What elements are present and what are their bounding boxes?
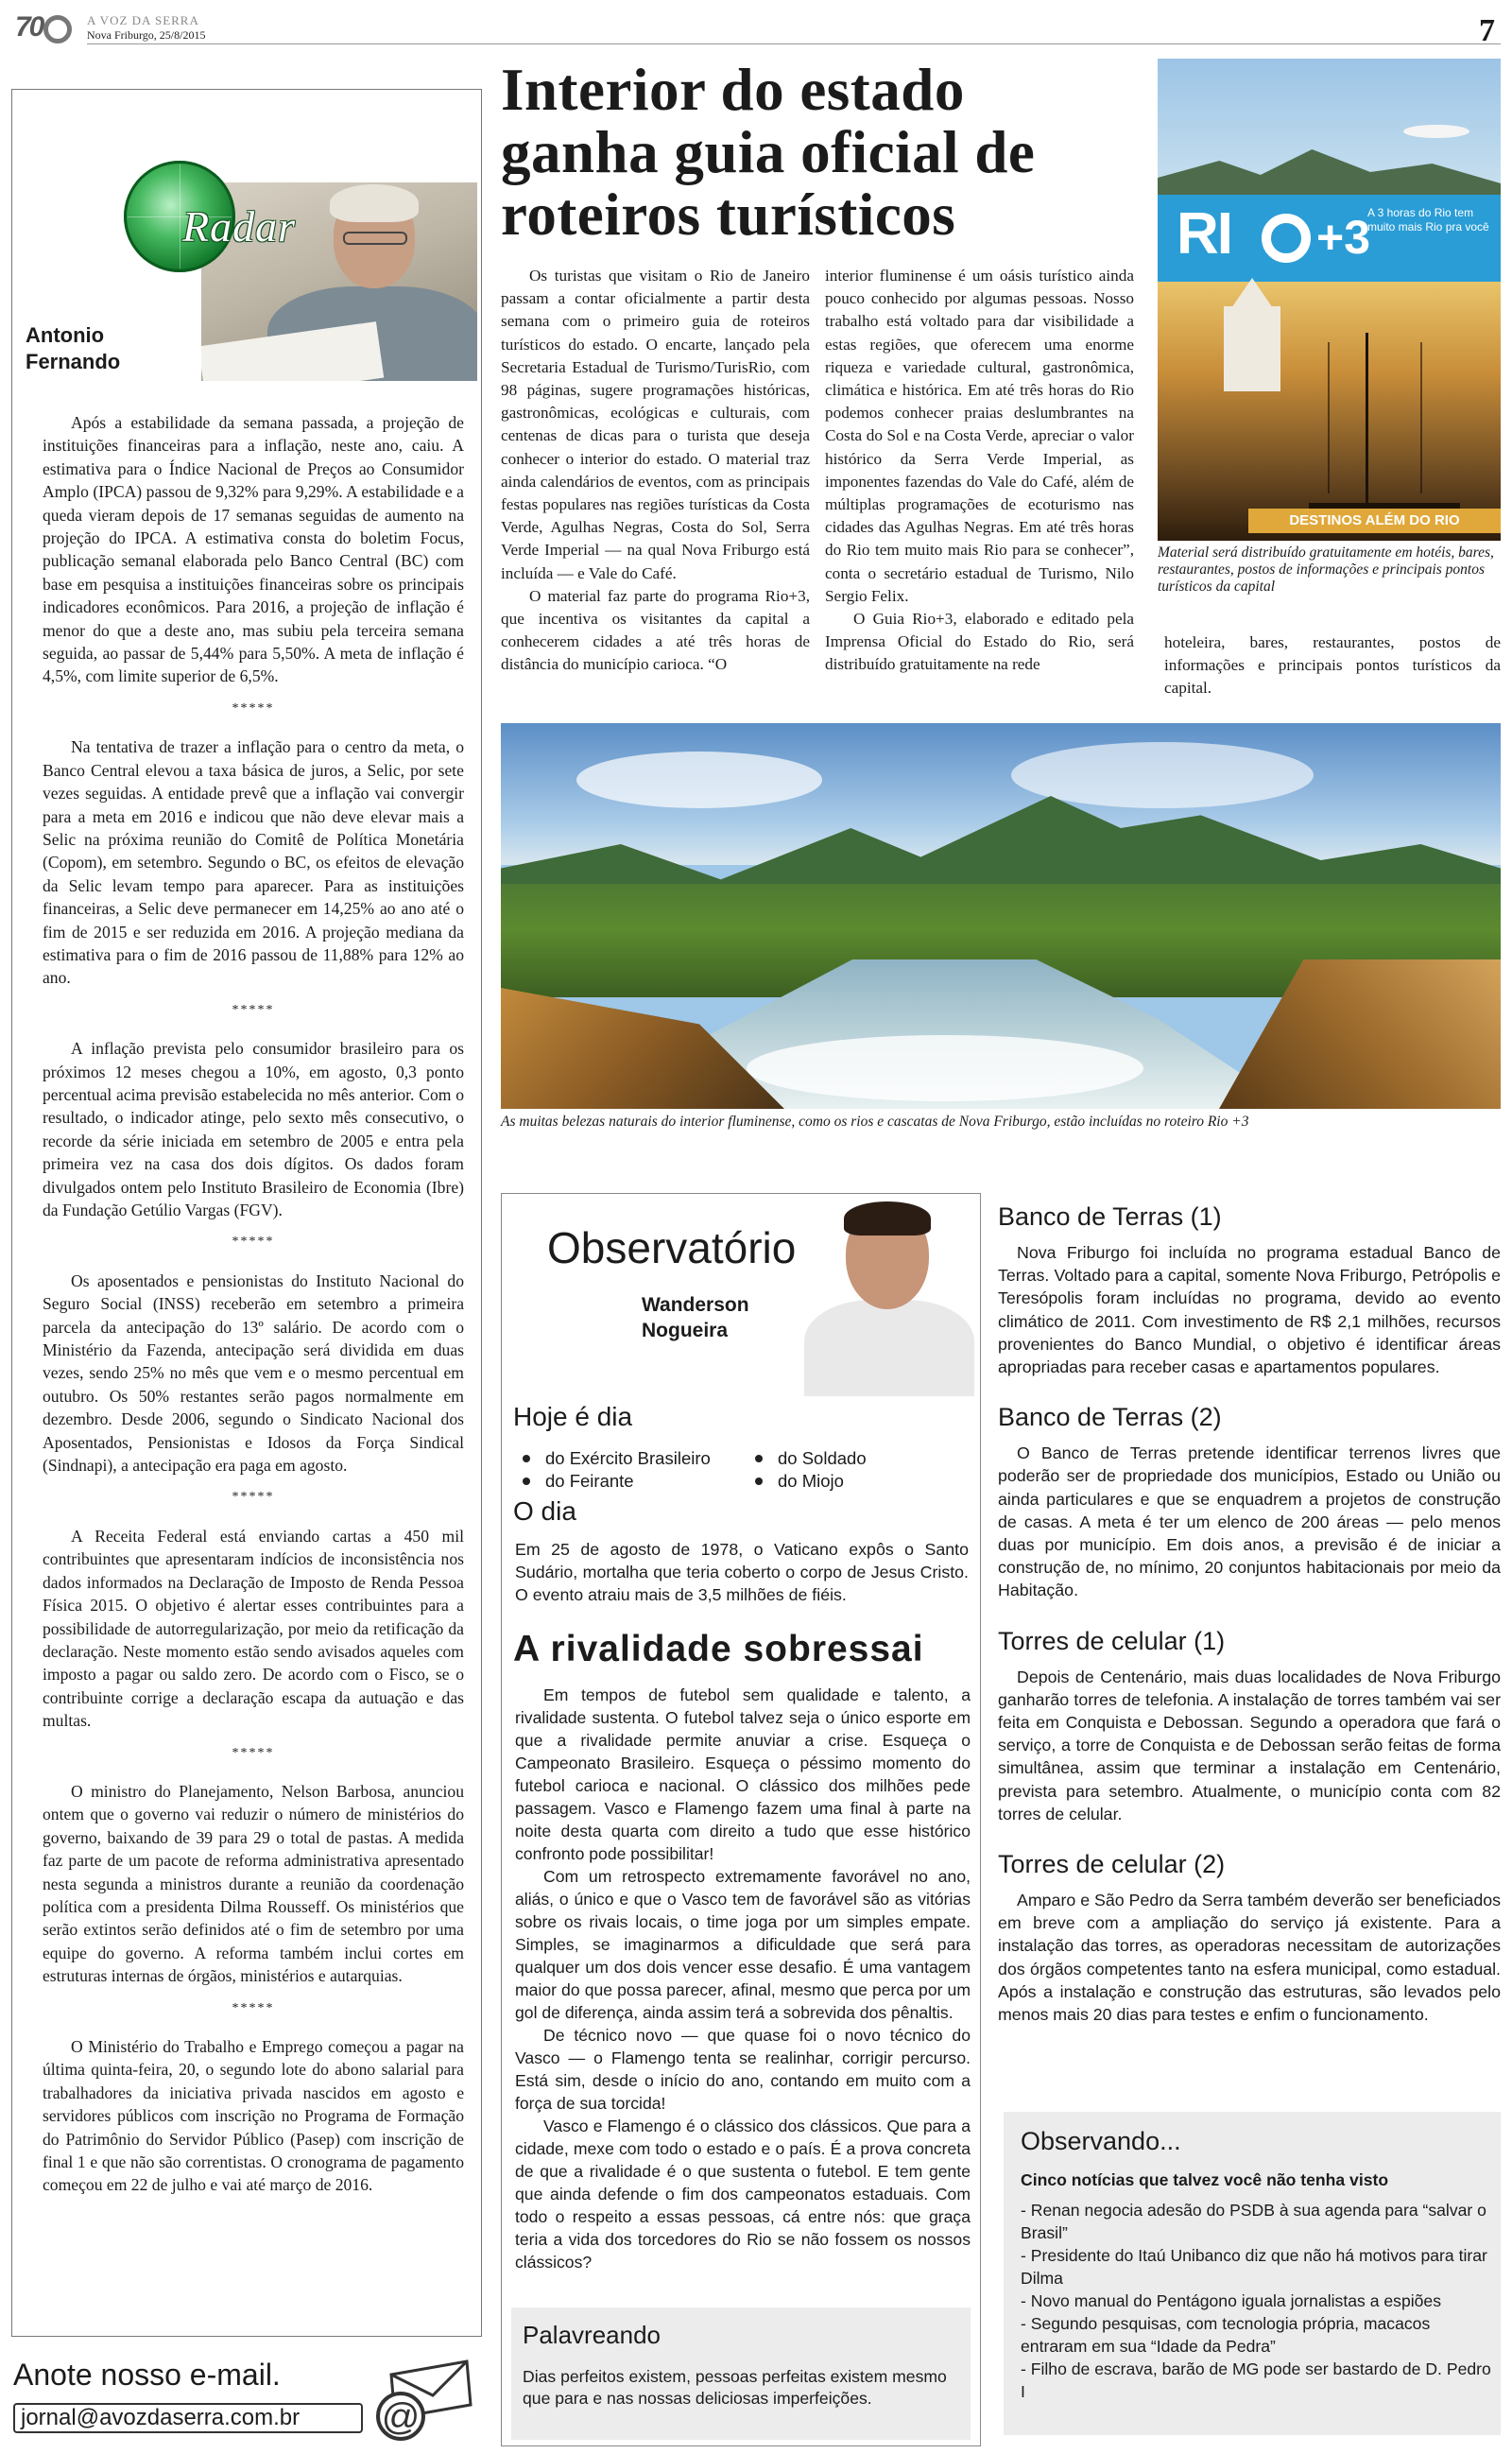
- observando-item: - Presidente do Itaú Unibanco diz que não há motivos para tirar Dilma: [1021, 2246, 1487, 2288]
- o-dia-title: O dia: [513, 1496, 576, 1526]
- cover-caption: Material será distribuído gratuitamente em hotéis, bares, restaurantes, postos de informações e principais pontos turísticos da capital: [1158, 544, 1494, 595]
- note-block: [998, 1627, 1501, 1825]
- email-address-link[interactable]: jornal@avozdaserra.com.br: [13, 2403, 363, 2433]
- guide-logo-circle-icon: [1262, 214, 1311, 263]
- list-item: do Exército Brasileiro: [517, 1447, 734, 1470]
- radar-paragraph: O ministro do Planejamento, Nelson Barbosa, anunciou ontem que o governo vai reduzir o número de ministérios do governo, baixando de 39 para 29 o total de pastas. A medida faz parte de um pacote de reforma administrativa apresentado nesta segunda a ministros durante a reunião da coordenação política com a presidenta Dilma Rousseff. Os ministérios que serão extintos serão definidos até o fim de setembro por uma equipe do governo. A reforma também inclui cortes em estruturas internas de órgãos, ministérios e autarquias.: [43, 1781, 464, 1986]
- list-item: do Soldado: [749, 1447, 967, 1470]
- observando-box: [1004, 2112, 1501, 2435]
- radar-paragraph: A Receita Federal está enviando cartas a 450 mil contribuintes que apresentaram indícios de inconsistência nos dados informados na Declaração de Imposto de Renda Pessoa Física 2015. O objetivo é alertar esses contribuintes para a possibilidade de autorregularização, por meio da retificação da declaração. Neste momento estão sendo avisados aqueles com imposto a pagar ou saldo zero. De acordo com o Fisco, se o contribuinte corrige a declaração escapa da autuação e das multas.: [43, 1526, 464, 1731]
- note-text: O Banco de Terras pretende identificar terrenos livres que poderão ser de propriedade dos municípios, Estado ou União ou ainda particulares e que se enquadrem a projetos de construção de casas. A meta é ter um elenco de 200 áreas — pelo menos duas por município. Em dois anos, a previsão é de iniciar a construção de, no mínimo, 20 conjuntos habitacionais por meio da Habitação.: [998, 1443, 1501, 1600]
- edition-date: Nova Friburgo, 25/8/2015: [87, 28, 206, 42]
- separator: *****: [232, 1745, 275, 1760]
- palavreando-title: Palavreando: [523, 2321, 661, 2349]
- radar-paragraph: O Ministério do Trabalho e Emprego começou a pagar na última quinta-feira, 20, o segundo lote do abono salarial para trabalhadores da iniciativa privada nascidos em agosto e servidores públicos com inscrição no Programa de Formação do Patrimônio do Servidor Público (Pasep) com inscrição de final 1 e que não são correntistas. O cronograma de pagamento começou em 22 de julho e vai até março de 2016.: [43, 2037, 464, 2195]
- radar-paragraph: A inflação prevista pelo consumidor brasileiro para os próximos 12 meses chegou a 10%, em agosto, 0,3 ponto percentual acima previsão estabelecida no mês anterior. Com o resultado, o indicador atinge, pelo sexto mês consecutivo, o recorde da série iniciada em setembro de 2005 e entra pela primeira vez na casa dos dois dígitos. Os dados foram divulgados ontem pelo Instituto Brasileiro de Economia (Ibre) da Fundação Getúlio Vargas (FGV).: [43, 1039, 464, 1219]
- note-title: Torres de celular (2): [998, 1850, 1226, 1879]
- rivalidade-text: [515, 1684, 971, 2273]
- article-column-3: [1164, 631, 1501, 700]
- note-title: Banco de Terras (1): [998, 1202, 1222, 1231]
- palavreando-box: [511, 2307, 971, 2440]
- article-paragraph: O Guia Rio+3, elaborado e editado pela Imprensa Oficial do Estado do Rio, será distribuído gratuitamente na rede: [825, 610, 1134, 674]
- logo-number: 70: [15, 11, 43, 43]
- guide-tagline: A 3 horas do Rio tem muito mais Rio pra você: [1367, 206, 1489, 233]
- note-text: Amparo e São Pedro da Serra também deverão ser beneficiados em breve com a ampliação do serviço já existente. Para a instalação das torres, as operadoras necessitam de autorizações dos órgãos competentes tanto na esfera municipal, como estadual. Após a instalação e construção das estruturas, são levados pelo menos mais 20 dias para testes e enfim o funcionamento.: [998, 1891, 1501, 2025]
- logo-ring-icon: [43, 15, 72, 43]
- photo-caption: As muitas belezas naturais do interior fluminense, como os rios e cascatas de Nova Friburgo, estão incluídas no roteiro Rio +3: [501, 1114, 1249, 1130]
- newspaper-name: A VOZ DA SERRA: [87, 13, 199, 27]
- article-column-1: [501, 265, 810, 677]
- palavreando-text: Dias perfeitos existem, pessoas perfeitas existem mesmo que para e nas nossas deliciosas imperfeições.: [523, 2367, 947, 2408]
- list-item: do Miojo: [749, 1470, 967, 1493]
- page-number: 7: [1479, 13, 1495, 48]
- rivalidade-paragraph: Em tempos de futebol sem qualidade e talento, a rivalidade sustenta. O futebol talvez seja o único esporte em que a rivalidade permite anuviar a crise. Esqueça o Campeonato Brasileiro. Esqueça o péssimo momento do futebol carioca e nacional. O clássico dos milhões pede passagem. Vasco e Flamengo fazem uma final à parte na noite desta quarta com direito a tudo que esse histórico confronto pode possibilitar!: [515, 1685, 971, 1863]
- note-block: [998, 1202, 1501, 1378]
- observando-list: [1021, 2199, 1493, 2403]
- separator: *****: [232, 700, 275, 716]
- article-paragraph: hoteleira, bares, restaurantes, postos de informações e principais pontos turísticos da capital.: [1164, 633, 1501, 698]
- observando-subtitle: Cinco notícias que talvez você não tenha visto: [1021, 2170, 1389, 2189]
- observando-item: - Novo manual do Pentágono iguala jornalistas a espiões: [1021, 2291, 1442, 2310]
- article-headline: Interior do estado ganha guia oficial de roteiros turísticos: [501, 57, 1036, 248]
- separator: *****: [232, 1235, 275, 1250]
- separator: *****: [232, 2000, 275, 2015]
- observando-item: - Segundo pesquisas, com tecnologia própria, macacos entraram em sua “Idade da Pedra”: [1021, 2314, 1431, 2356]
- note-title: Banco de Terras (2): [998, 1403, 1222, 1432]
- note-block: [998, 1850, 1501, 2026]
- note-title: Torres de celular (1): [998, 1626, 1226, 1655]
- hoje-list-left: [517, 1447, 734, 1493]
- river-photo: [501, 723, 1501, 1109]
- article-paragraph: interior fluminense é um oásis turístico ainda pouco conhecido por algumas pessoas. Nosso trabalho está voltado para dar visibilidade a estas regiões, que oferecem uma enorme riqueza e variedade cultural, gastronômica, climática e histórica. Em até três horas do Rio podemos conhecer praias deslumbrantes na Costa do Sol e na Costa Verde, apreciar o valor histórico da Serra Verde Imperial, as imponentes fazendas do Vale do Café, além de múltiplas programações de ecoturismo nas cidades das Agulhas Negras. Em até três horas do Rio tem muito mais Rio para se conhecer”, conta o secretário estadual de Turismo, Nilo Sergio Felix.: [825, 267, 1134, 605]
- rivalidade-paragraph: Vasco e Flamengo é o clássico dos clássicos. Que para a cidade, mexe com todo o estado e o país. É a prova concreta de que a rivalidade é o que sustenta o futebol. E tem gente que ainda defende o fim dos campeonatos estaduais. Com todo o respeito a essas pessoas, cá entre nós: que graça teria a vida dos torcedores do Rio se não fossem os nossos clássicos?: [515, 2117, 971, 2272]
- observatorio-author-name: Wanderson Nogueira: [642, 1294, 749, 1341]
- masthead-rule: [87, 43, 1501, 44]
- radar-paragraph: Após a estabilidade da semana passada, a projeção de instituições financeiras para a inflação, neste ano, caiu. A estimativa para o Índice Nacional de Preços ao Consumidor Amplo (IPCA) passou de 9,32% para 9,29%. A estabilidade e a queda vieram depois de 17 semanas seguidas de aumento na projeção do IPCA. A estimativa consta do boletim Focus, publicação semanal elaborada pelo Banco Central (BC) com base em pesquisa a instituições financeiras sobre os principais indicadores econômicos. Para 2016, a projeção de inflação é menor do que a deste ano, mas subiu pela terceira semana seguida, ao passar de 5,44% para 5,50%. A meta de inflação é 4,5%, com limite superior de 6,5%.: [43, 413, 464, 686]
- observatorio-column: [501, 1193, 981, 2446]
- radar-author-name: Antonio Fernando: [26, 323, 121, 373]
- email-promo-title: Anote nosso e-mail.: [13, 2358, 281, 2392]
- hoje-e-dia-title: Hoje é dia: [513, 1402, 633, 1431]
- observatorio-title: Observatório: [547, 1223, 797, 1272]
- radar-paragraph: Na tentativa de trazer a inflação para o centro da meta, o Banco Central elevou a taxa básica de juros, a Selic, por sete vezes seguidas. A entidade prevê que a inflação vai convergir para a meta em 2016 e indicou que não deve elevar mais a Selic na próxima reunião do Comitê de Política Monetária (Copom), em setembro. Segundo o BC, os efeitos de elevação da Selic levam tempo para aparecer. Para as instituições financeiras, a Selic deve permanecer em 14,25% ao ano até o fim de 2015 e ser reduzida em 2016. A projeção mediana da estimativa para o fim de 2016 passou de 11,88% para 12% ao ano.: [43, 737, 464, 988]
- rivalidade-paragraph: Com um retrospecto extremamente favorável no ano, aliás, o único e que o Vasco tem de favorável são as vitórias sobre os rivais locais, o time joga por um simples empate. Simples, se imaginarmos a dificuldade que será para qualquer um dos dois vencer esse desafio. É uma vantagem maior do que possa parecer, afinal, mesmo que perca por um gol de diferença, ainda assim terá a sobrevida dos pênaltis.: [515, 1867, 971, 2022]
- observando-item: - Renan negocia adesão do PSDB à sua agenda para “salvar o Brasil”: [1021, 2201, 1486, 2242]
- guide-cover-image: [1158, 59, 1501, 541]
- article-column-2: [825, 265, 1134, 677]
- svg-text:@: @: [381, 2396, 421, 2438]
- observatorio-author-photo: [785, 1194, 980, 1396]
- rivalidade-paragraph: De técnico novo — que quase foi o novo técnico do Vasco — o Flamengo tenta se realinhar, corrigir percurso. Está sim, desde o início do ano, contando em muito com a força de sua torcida!: [515, 2026, 971, 2113]
- observando-title: Observando...: [1021, 2127, 1181, 2155]
- hoje-list-right: [749, 1447, 967, 1493]
- separator: *****: [232, 1490, 275, 1505]
- separator: *****: [232, 1002, 275, 1017]
- note-text: Nova Friburgo foi incluída no programa estadual Banco de Terras. Voltado para a capital, somente Nova Friburgo, Petrópolis e Teresópolis foram incluídas no programa, devido ao evento climático de 2011. Com investimento de R$ 2,1 milhões, recursos provenientes do Banco Mundial, o objetivo é identificar áreas apropriadas para receber casas e apartamentos populares.: [998, 1243, 1501, 1377]
- article-paragraph: Os turistas que visitam o Rio de Janeiro passam a contar oficialmente a partir desta semana com o primeiro guia de roteiros turísticos do estado. O encarte, lançado pela Secretaria Estadual de Turismo/TurisRio, com 98 páginas, sugere programações históricas, gastronômicas, ecológicas e culturais, com centenas de dicas para o turista que deseja conhecer o interior do estado. O material traz ainda calendários de eventos, com as principais festas populares nas regiões turísticas da Costa Verde, Agulhas Negras, Costa do Sol, Serra Verde Imperial — na qual Nova Friburgo está incluída — e Vale do Café.: [501, 267, 810, 582]
- radar-column: [11, 89, 482, 2337]
- anniversary-logo: [11, 13, 79, 47]
- note-block: [998, 1403, 1501, 1601]
- note-text: Depois de Centenário, mais duas localidades de Nova Friburgo ganharão torres de telefonia. A instalação de torres também vai ser feita em Conquista e Debossan. Segundo a operadora que fará o serviço, a torre de Conquista e de Debossan serão feitas de forma simultânea, assim que terminar a instalação em Centenário, prevista para setembro. Atualmente, o município conta com 82 torres de celular.: [998, 1667, 1501, 1823]
- radar-paragraph: Os aposentados e pensionistas do Instituto Nacional do Seguro Social (INSS) receberão em setembro a primeira parcela da antecipação do 13º salário. De acordo com o Ministério da Fazenda, antecipação será dividida em duas vezes, sendo 25% no mês que vem e o mesmo percentual em outubro. Os 50% restantes serão pagos normalmente em dezembro. Desde 2006, segundo o Sindicato Nacional dos Aposentados, Pensionistas e Idosos da Força Sindical (Sindnapi), a antecipação era paga em agosto.: [43, 1270, 464, 1476]
- envelope-at-icon: [372, 2358, 476, 2443]
- email-promo: [11, 2341, 482, 2445]
- guide-logo-plus: +3: [1316, 211, 1371, 264]
- rivalidade-title: A rivalidade sobressai: [513, 1629, 924, 1669]
- o-dia-text: Em 25 de agosto de 1978, o Vaticano expôs o Santo Sudário, mortalha que teria coberto o corpo de Jesus Cristo. O evento atraiu mais de 3,5 milhões de fiéis.: [515, 1540, 969, 1604]
- masthead: [11, 13, 1501, 47]
- article-paragraph: O material faz parte do programa Rio+3, que incentiva os visitantes da capital a conhecerem cidades a até três horas de distância do município carioca. “O: [501, 586, 810, 674]
- guide-banner: DESTINOS ALÉM DO RIO: [1248, 509, 1501, 533]
- radar-column-logo: Radar: [182, 202, 296, 251]
- list-item: do Feirante: [517, 1470, 734, 1493]
- observando-item: - Filho de escrava, barão de MG pode ser bastardo de D. Pedro I: [1021, 2359, 1491, 2401]
- guide-logo: RI: [1177, 201, 1231, 267]
- notes-column: [998, 1202, 1501, 2050]
- radar-text: [43, 411, 464, 2197]
